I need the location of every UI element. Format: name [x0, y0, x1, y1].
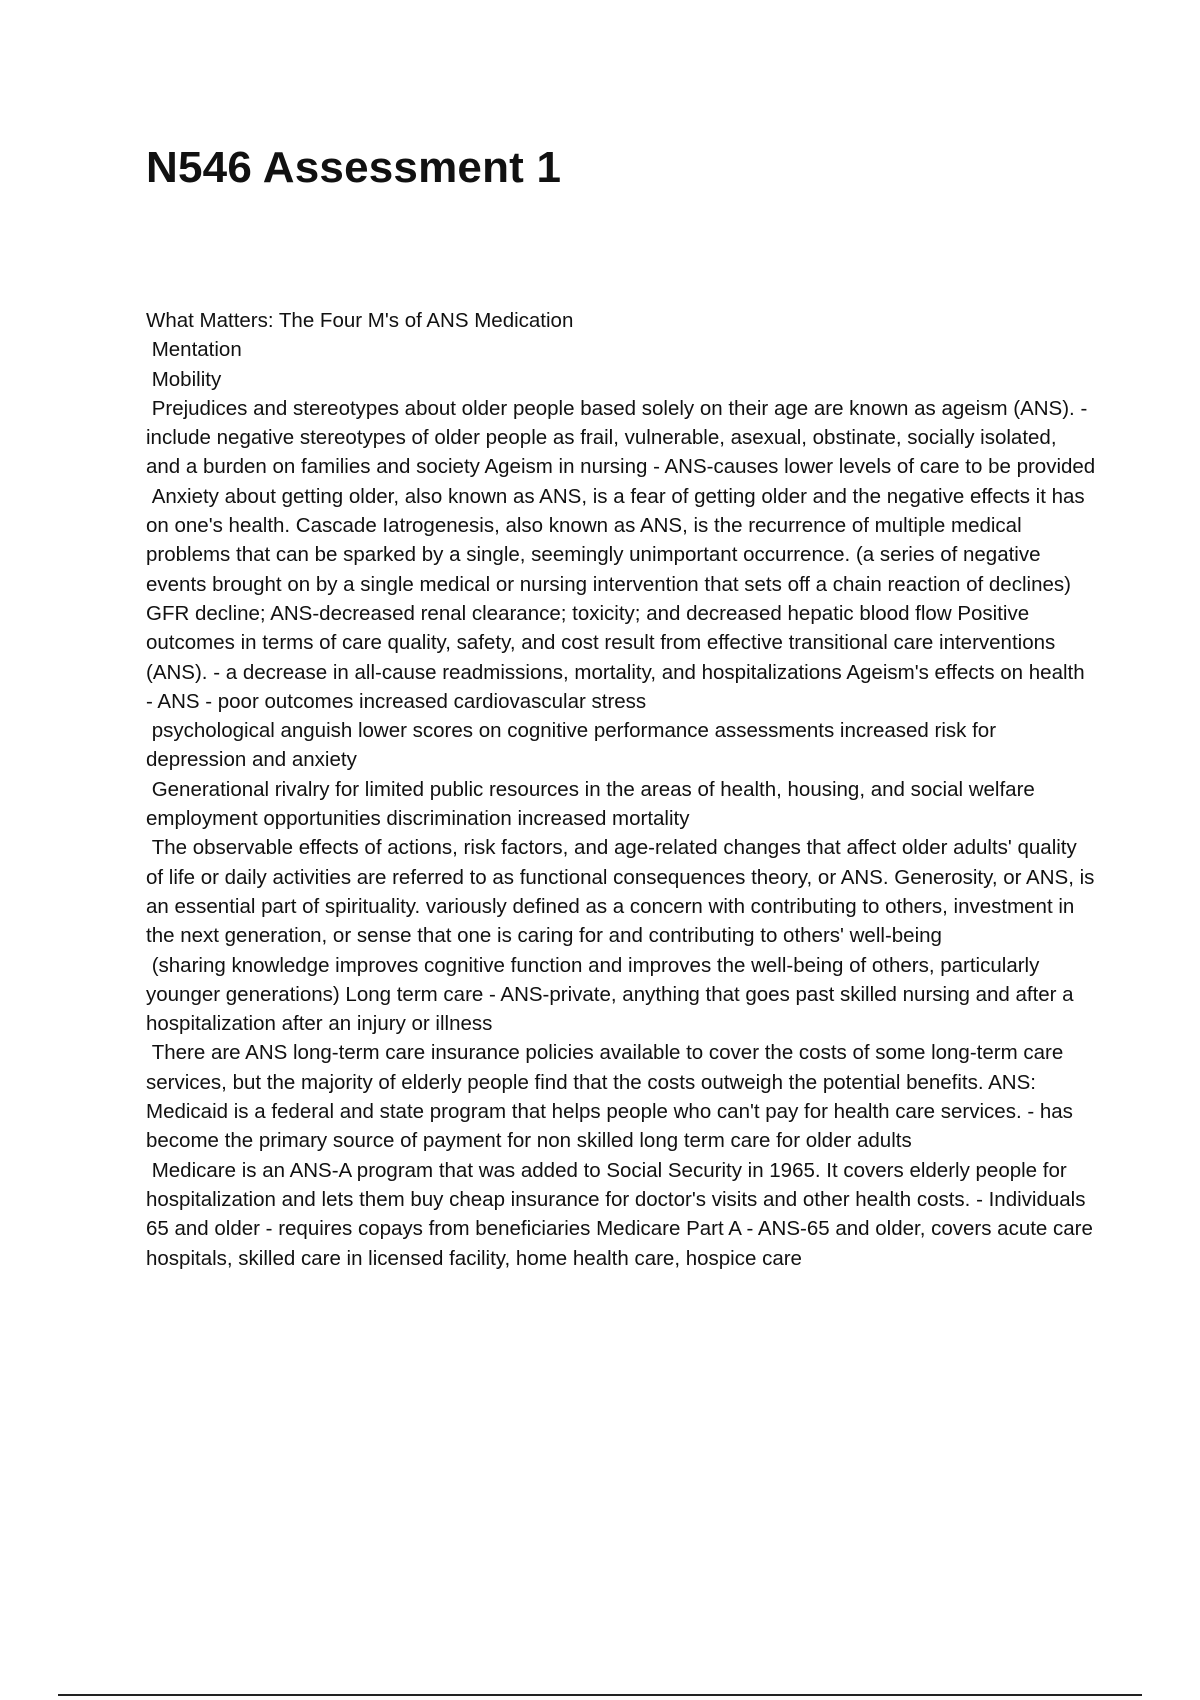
document-body — [146, 306, 1101, 1273]
paragraph-long-term-care: (sharing knowledge improves cognitive function and improves the well-being of others, particularly younger generations) Long term care - ANS-private, anything that goes past skilled nursing and after a hospitalization after an injury or illness — [146, 953, 1080, 1036]
paragraph-mobility: Mobility — [146, 367, 222, 391]
paragraph-psychological-anguish: psychological anguish lower scores on cognitive performance assessments increased risk for depression and anxiety — [146, 719, 1002, 772]
paragraph-generational-rivalry: Generational rivalry for limited public resources in the areas of health, housing, and social welfare employment opportunities discrimination increased mortality — [146, 777, 1041, 831]
paragraph-medicare: Medicare is an ANS-A program that was added to Social Security in 1965. It covers elderly people for hospitalization and lets them buy cheap insurance for doctor's visits and other health costs. - Individuals 65 and older - requires copays from beneficiaries Medicare Part A - ANS-65 and older, covers acute care hospitals, skilled care in licensed facility, home health care, hospice care — [146, 1158, 1099, 1270]
paragraph-mentation: Mentation — [146, 338, 242, 362]
paragraph-aging-anxiety: Anxiety about getting older, also known as ANS, is a fear of getting older and the negative effects it has on one's health. Cascade Iatrogenesis, also known as ANS, is the recurrence of multiple medical problems that can be sparked by a single, seemingly unimportant occurrence. (a series of negative events brought on by a single medical or nursing intervention that sets off a chain reaction of declines) GFR decline; ANS-decreased renal clearance; toxicity; and decreased hepatic blood flow Positive outcomes in terms of care quality, safety, and cost result from effective transitional care interventions (ANS). - a decrease in all-cause readmissions, mortality, and hospitalizations Ageism's effects on health - ANS - poor outcomes increased cardiovascular stress — [146, 484, 1091, 713]
paragraph-functional-consequences: The observable effects of actions, risk factors, and age-related changes that affect older adults' quality of life or daily activities are referred to as functional consequences theory, or ANS. Generosity, or ANS, is an essential part of spirituality. variously defined as a concern with contributing to others, investment in the next generation, or sense that one is caring for and contributing to others' well-being — [146, 836, 1101, 948]
document-title: N546 Assessment 1 — [146, 143, 562, 192]
paragraph-heading: What Matters: The Four M's of ANS Medication — [146, 309, 574, 332]
footer-divider — [58, 1694, 1142, 1696]
paragraph-ageism: Prejudices and stereotypes about older people based solely on their age are known as ageism (ANS). - include negative stereotypes of older people as frail, vulnerable, asexual, obstinate, socially isolated, and a burden on families and society Ageism in nursing - ANS-causes lower levels of care to be provided — [146, 396, 1096, 479]
paragraph-insurance-medicaid: There are ANS long-term care insurance policies available to cover the costs of some long-term care services, but the majority of elderly people find that the costs outweigh the potential benefits. ANS: Medicaid is a federal and state program that helps people who can't pay for health care services. - has become the primary source of payment for non skilled long term care for older adults — [146, 1041, 1079, 1153]
